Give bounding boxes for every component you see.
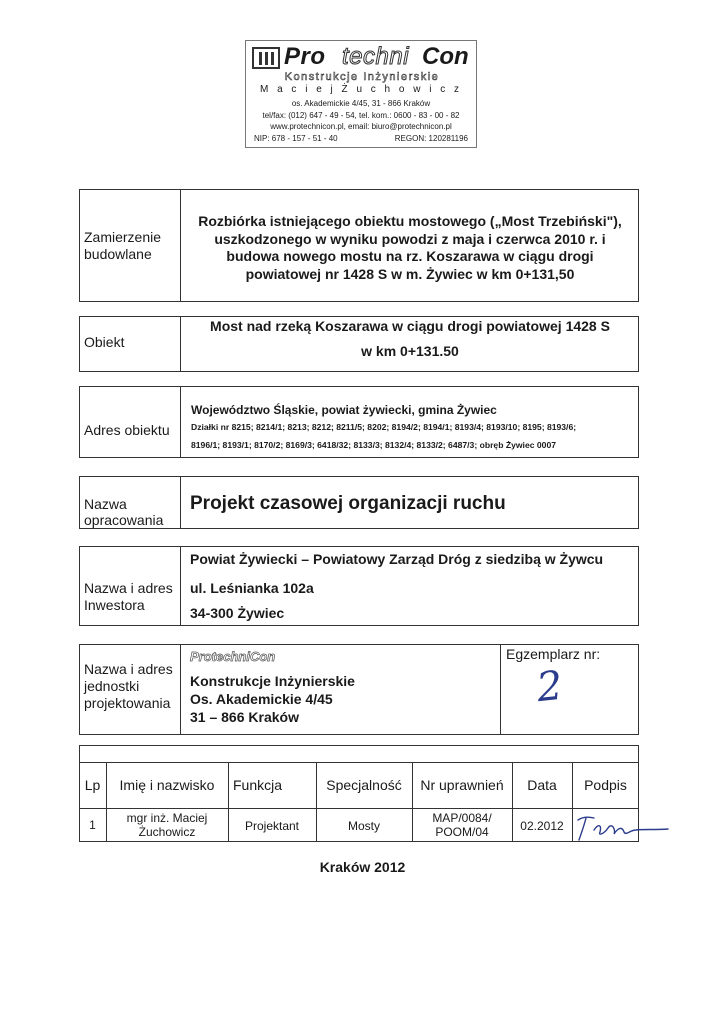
col-header-license: Nr uprawnień <box>420 777 504 793</box>
place-date: Kraków 2012 <box>319 859 406 875</box>
zamierzenie-text <box>182 213 638 283</box>
copy-number-handwritten: 2 <box>534 662 565 712</box>
adres-line-3: 8196/1; 8193/1; 8170/2; 8169/3; 6418/32; 8133/3; 8132/4; 8133/2; 6487/3; obręb Żywiec 0007 <box>191 440 557 450</box>
project-title: Projekt czasowej organizacji ruchu <box>190 493 506 514</box>
cell-date: 02.2012 <box>520 819 564 833</box>
jednostka-logo: ProtechniCon <box>190 649 276 664</box>
col-header-date: Data <box>527 777 557 793</box>
label-inwestor-1: Nazwa i adres <box>84 580 173 596</box>
adres-line-2: Działki nr 8215; 8214/1; 8213; 8212; 8211/5; 8202; 8194/2; 8194/1; 8193/4; 8193/10; 8195; 8193/6; <box>191 422 577 432</box>
label-zamierzenie-1: Zamierzenie <box>84 229 162 245</box>
stamp-subtitle: Konstrukcje Inżynierskie <box>284 71 440 83</box>
label-adres: Adres obiektu <box>84 422 170 438</box>
col-header-lp: Lp <box>84 777 101 793</box>
col-header-function: Funkcja <box>233 777 283 793</box>
label-obiekt: Obiekt <box>84 334 125 350</box>
cell-function: Projektant <box>244 819 300 833</box>
label-jednostka-2: jednostki <box>84 678 140 694</box>
cell-specialty: Mosty <box>347 819 380 833</box>
logo-mark-icon <box>252 47 280 69</box>
label-inwestor-2: Inwestora <box>84 597 145 613</box>
obiekt-line-1: Most nad rzeką Koszarawa w ciągu drogi powiatowej 1428 S <box>210 318 610 334</box>
logo-text-con: Con <box>422 43 469 70</box>
cell-lp: 1 <box>89 818 96 832</box>
handwritten-signature <box>572 808 672 848</box>
cell-name-line-2: Żuchowicz <box>138 825 196 839</box>
stamp-owner-name: M a c i e j Ż u c h o w i c z <box>259 84 463 95</box>
zamierzenie-line-3: budowa nowego mostu na rz. Koszarawa w ciągu drogi <box>226 248 594 264</box>
label-jednostka-3: projektowania <box>84 695 171 711</box>
inwestor-line-3: 34-300 Żywiec <box>190 605 285 621</box>
cell-name <box>106 811 228 839</box>
zamierzenie-line-4: powiatowej nr 1428 S w m. Żywiec w km 0+131,50 <box>245 265 575 282</box>
stamp-address: os. Akademickie 4/45, 31 - 866 Kraków <box>291 99 431 108</box>
jednostka-line-1: Konstrukcje Inżynierskie <box>190 673 355 689</box>
inwestor-line-2: ul. Leśnianka 102a <box>190 580 314 596</box>
company-logo <box>250 45 474 71</box>
label-jednostka-1: Nazwa i adres <box>84 661 173 677</box>
cell-license-line-1: MAP/0084/ <box>432 811 492 825</box>
company-stamp <box>245 40 477 148</box>
obiekt-line-2: w km 0+131.50 <box>361 343 459 359</box>
zamierzenie-line-2: uszkodzonego w wyniku powodzi z maja i czerwca 2010 r. i <box>214 230 606 247</box>
col-header-name: Imię i nazwisko <box>119 777 215 793</box>
cell-license-line-2: POOM/04 <box>435 825 489 839</box>
col-header-specialty: Specjalność <box>326 777 402 793</box>
adres-line-1: Województwo Śląskie, powiat żywiecki, gmina Żywiec <box>191 403 497 417</box>
cell-license <box>412 811 512 839</box>
stamp-regon: REGON: 120281196 <box>394 134 468 143</box>
zamierzenie-line-1: Rozbiórka istniejącego obiektu mostowego („Most Trzebiński"), <box>198 213 622 229</box>
stamp-phone: tel/fax: (012) 647 - 49 - 54, tel. kom.: 0600 - 83 - 00 - 82 <box>262 111 460 120</box>
logo-text-pro: Pro <box>284 43 326 70</box>
jednostka-line-3: 31 – 866 Kraków <box>190 709 299 725</box>
col-header-signature: Podpis <box>584 777 627 793</box>
logo-text-techni: techni <box>342 43 410 70</box>
cell-name-line-1: mgr inż. Maciej <box>126 811 208 825</box>
stamp-web-email: www.protechnicon.pl, email: biuro@protechnicon.pl <box>270 122 452 131</box>
label-nazwa-1: Nazwa <box>84 496 127 512</box>
jednostka-line-2: Os. Akademickie 4/45 <box>190 691 333 707</box>
inwestor-line-1: Powiat Żywiecki – Powiatowy Zarząd Dróg z siedzibą w Żywcu <box>190 551 604 567</box>
label-zamierzenie-2: budowlane <box>84 246 152 262</box>
stamp-nip: NIP: 678 - 157 - 51 - 40 <box>254 134 338 143</box>
label-nazwa-2: opracowania <box>84 512 164 528</box>
copy-number-label: Egzemplarz nr: <box>506 646 601 662</box>
